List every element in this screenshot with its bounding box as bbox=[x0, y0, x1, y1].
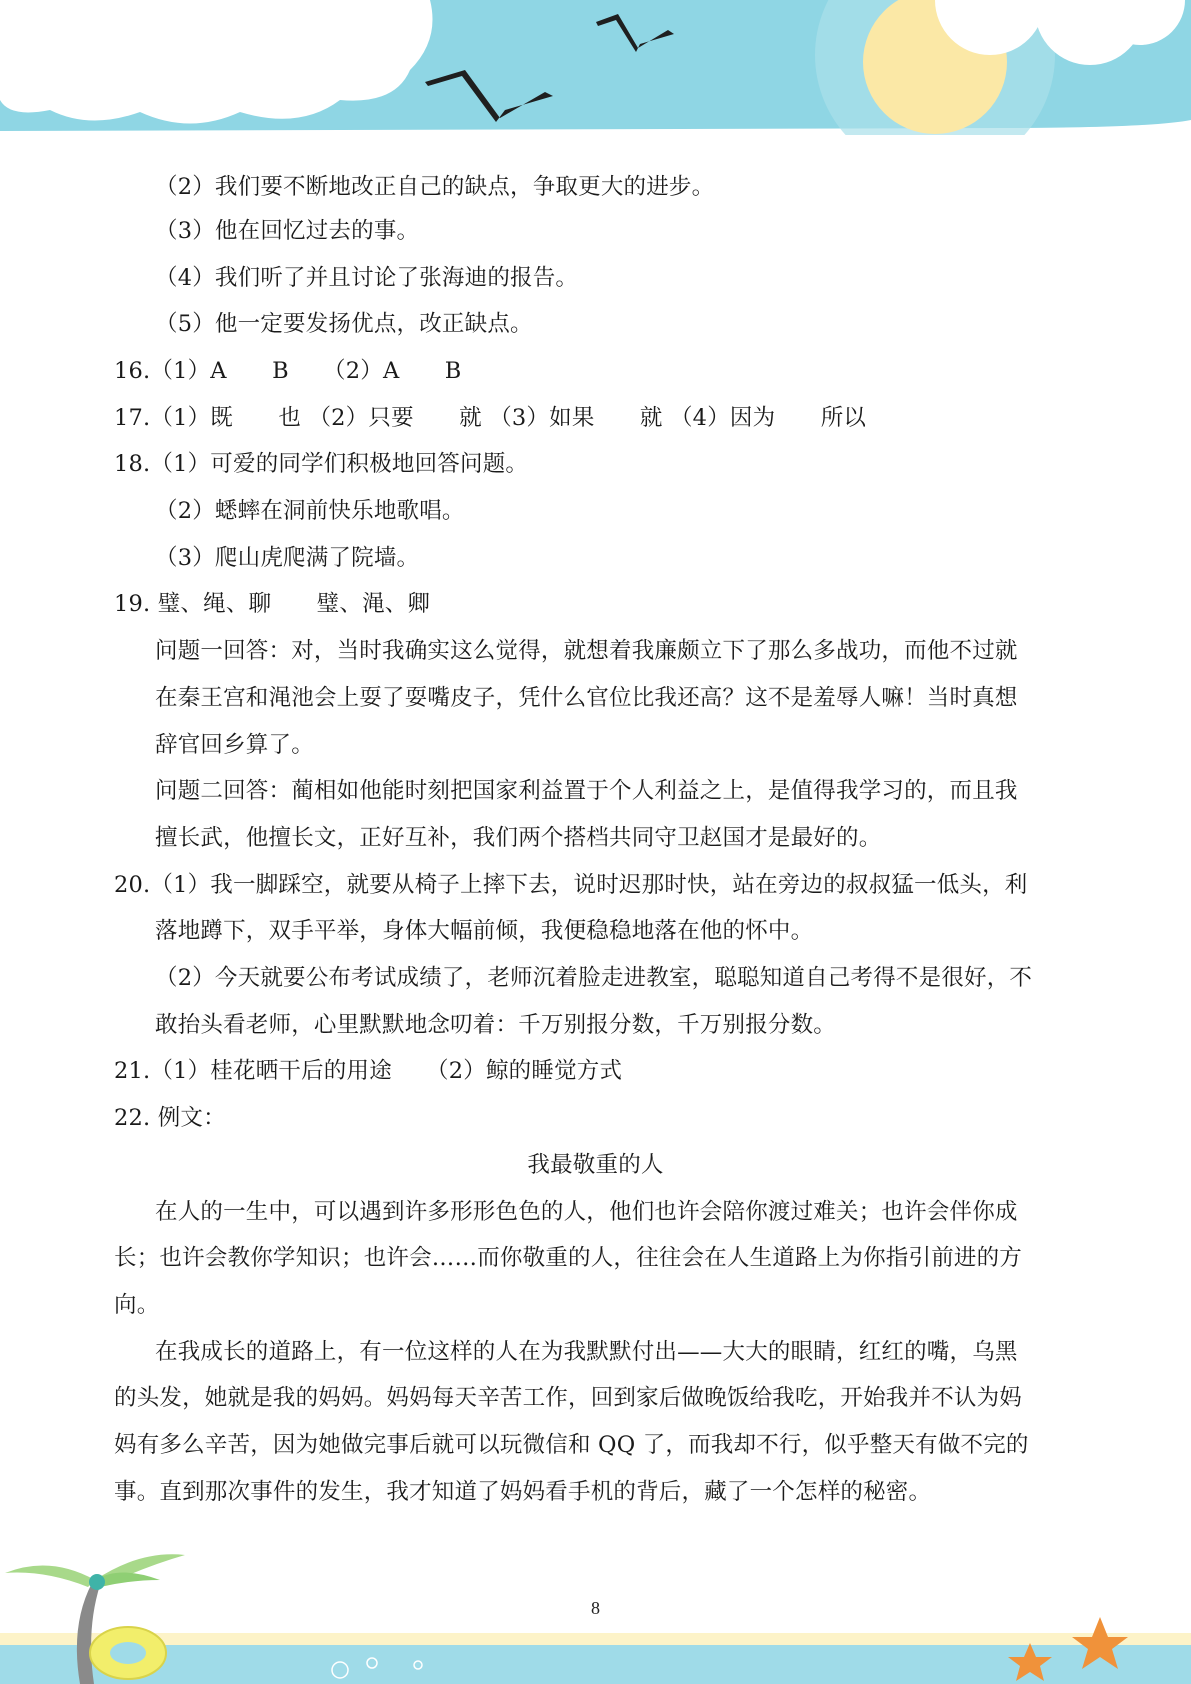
text-line: 问题一回答：对，当时我确实这么觉得，就想着我廉颇立下了那么多战功，而他不过就 bbox=[155, 638, 1018, 664]
text-line: （4）我们听了并且讨论了张海迪的报告。 bbox=[155, 265, 579, 291]
essay-title: 我最敬重的人 bbox=[527, 1152, 664, 1178]
text-line: 辞官回乡算了。 bbox=[155, 732, 314, 758]
text-line: （3）爬山虎爬满了院墙。 bbox=[155, 545, 420, 571]
sea-band bbox=[0, 1645, 1191, 1684]
question-18: 18.（1）可爱的同学们积极地回答问题。 bbox=[114, 451, 529, 477]
text-line: 在人的一生中，可以遇到许多形形色色的人，他们也许会陪你渡过难关；也许会伴你成 bbox=[155, 1199, 1018, 1225]
question-20: 20.（1）我一脚踩空，就要从椅子上摔下去，说时迟那时快，站在旁边的叔叔猛一低头，利 bbox=[114, 872, 1028, 898]
question-19: 19. 璧、绳、聊 璧、渑、卿 bbox=[114, 591, 431, 617]
text-line: 的头发，她就是我的妈妈。妈妈每天辛苦工作，回到家后做晚饭给我吃，开始我并不认为妈 bbox=[114, 1385, 1023, 1411]
text-line: （5）他一定要发扬优点，改正缺点。 bbox=[155, 311, 533, 337]
text-line: 长；也许会教你学知识；也许会……而你敬重的人，往往会在人生道路上为你指引前进的方 bbox=[114, 1245, 1023, 1271]
text-line: （2）我们要不断地改正自己的缺点，争取更大的进步。 bbox=[155, 174, 715, 200]
text-line: 问题二回答：蔺相如他能时刻把国家利益置于个人利益之上，是值得我学习的，而且我 bbox=[155, 778, 1018, 804]
text-line: （2）今天就要公布考试成绩了，老师沉着脸走进教室，聪聪知道自己考得不是很好，不 bbox=[155, 965, 1033, 991]
text-line: 敢抬头看老师，心里默默地念叨着：千万别报分数，千万别报分数。 bbox=[155, 1012, 837, 1038]
text-line: 事。直到那次事件的发生，我才知道了妈妈看手机的背后，藏了一个怎样的秘密。 bbox=[114, 1479, 932, 1505]
sand-strip bbox=[0, 1633, 1191, 1645]
swim-ring-icon bbox=[90, 1627, 166, 1679]
text-line: （3）他在回忆过去的事。 bbox=[155, 218, 420, 244]
text-line: 在我成长的道路上，有一位这样的人在为我默默付出——大大的眼睛，红红的嘴，乌黑 bbox=[155, 1339, 1018, 1365]
text-line: （2）蟋蟀在洞前快乐地歌唱。 bbox=[155, 498, 465, 524]
question-16: 16.（1）A B （2）A B bbox=[114, 358, 462, 384]
header-decoration bbox=[0, 0, 1191, 135]
question-21: 21.（1）桂花晒干后的用途 （2）鲸的睡觉方式 bbox=[114, 1058, 623, 1084]
text-line: 落地蹲下，双手平举，身体大幅前倾，我便稳稳地落在他的怀中。 bbox=[155, 918, 814, 944]
question-17: 17.（1）既 也 （2）只要 就 （3）如果 就 （4）因为 所以 bbox=[114, 405, 867, 431]
text-line: 擅长武，他擅长文，正好互补，我们两个搭档共同守卫赵国才是最好的。 bbox=[155, 825, 882, 851]
page-number: 8 bbox=[591, 1598, 600, 1618]
question-22: 22. 例文： bbox=[114, 1105, 226, 1131]
text-line: 在秦王宫和渑池会上耍了耍嘴皮子，凭什么官位比我还高？这不是羞辱人嘛！当时真想 bbox=[155, 685, 1018, 711]
text-line: 向。 bbox=[114, 1292, 160, 1318]
text-line: 妈有多么辛苦，因为她做完事后就可以玩微信和 QQ 了，而我却不行，似乎整天有做不完的 bbox=[114, 1432, 1029, 1458]
